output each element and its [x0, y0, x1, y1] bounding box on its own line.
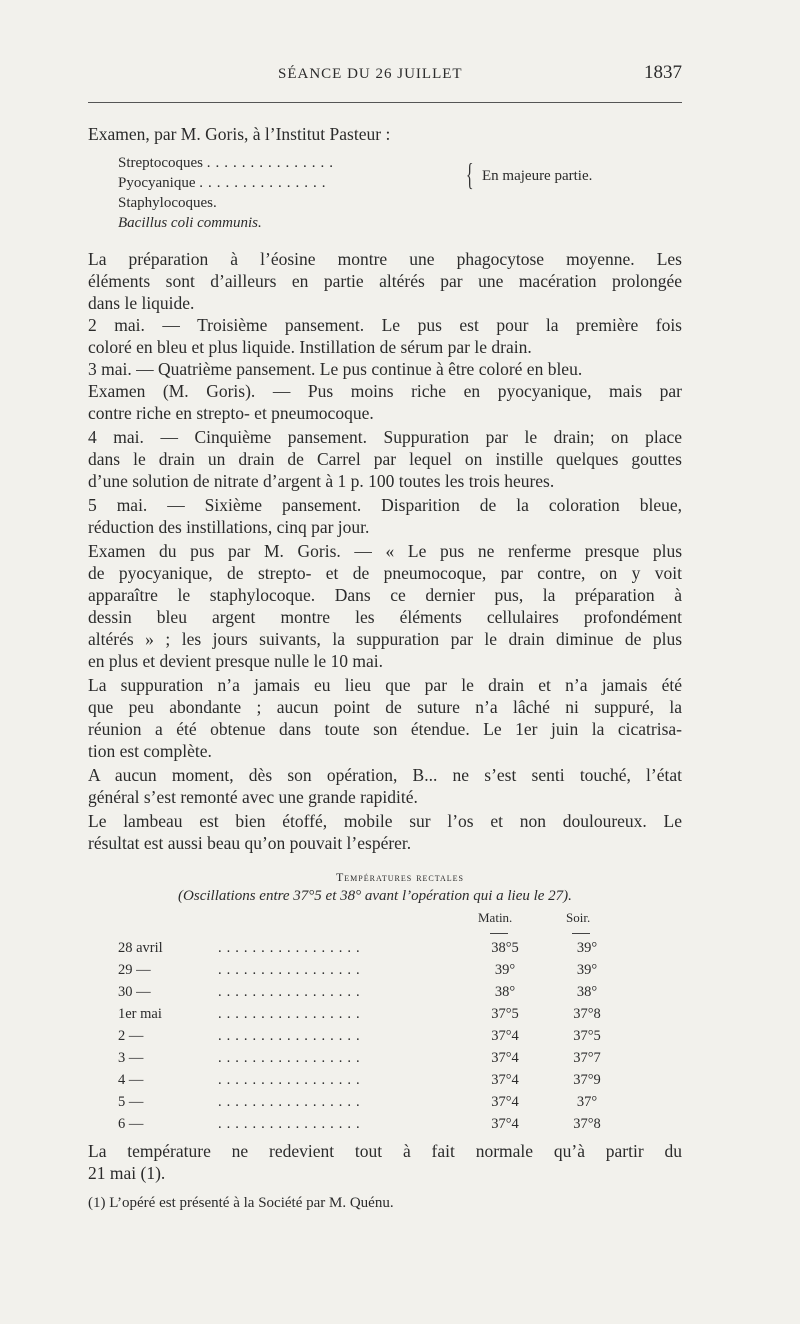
text-line: que peu abondante ; aucun point de suture n’a lâché ni suppuré, la [88, 697, 682, 717]
text-line: éléments sont d’ailleurs en partie altérés par une macération prolongée [88, 271, 682, 291]
bacteria-item: Staphylocoques. [118, 195, 217, 211]
text-line: contre riche en strepto- et pneumocoque. [88, 403, 374, 423]
text-line: 2 mai. — Troisième pansement. Le pus est pour la première fois [88, 315, 682, 335]
page-number: 1837 [644, 62, 682, 83]
table-row: 29 — ................. 39° 39° [118, 962, 598, 978]
bacteria-item: Pyocyanique ............... [118, 175, 331, 191]
table-row: 5 — ................. 37°4 37° [118, 1094, 598, 1110]
text-line: Le lambeau est bien étoffé, mobile sur l’os et non douloureux. Le [88, 811, 682, 831]
text-line: Examen (M. Goris). — Pus moins riche en pyocyanique, mais par [88, 381, 682, 401]
examen-intro: Examen, par M. Goris, à l’Institut Pasteur : [88, 124, 391, 144]
majority-note: En majeure partie. [482, 168, 593, 184]
text-line: 3 mai. — Quatrième pansement. Le pus continue à être coloré en bleu. [88, 359, 583, 379]
header-rule [88, 102, 682, 103]
table-subtitle: (Oscillations entre 37°5 et 38° avant l’opération qui a lieu le 27). [178, 888, 572, 904]
page-header [88, 62, 682, 92]
bacteria-item: Streptocoques ............... [118, 155, 338, 171]
footnote: (1) L’opéré est présenté à la Société par M. Quénu. [88, 1195, 394, 1211]
running-title: SÉANCE DU 26 JUILLET [278, 66, 463, 82]
text-line: dessin bleu argent montre les éléments cellulaires profondément [88, 607, 682, 627]
text-line: réunion a été obtenue dans toute son étendue. Le 1er juin la cicatrisa- [88, 719, 682, 739]
text-line: d’une solution de nitrate d’argent à 1 p. 100 toutes les trois heures. [88, 471, 555, 491]
text-line: 5 mai. — Sixième pansement. Disparition de la coloration bleue, [88, 495, 682, 515]
col-rule [490, 933, 508, 934]
text-line: dans le liquide. [88, 293, 195, 313]
text-line: Examen du pus par M. Goris. — « Le pus ne renferme presque plus [88, 541, 682, 561]
text-line: tion est complète. [88, 741, 212, 761]
text-line: La température ne redevient tout à fait normale qu’à partir du [88, 1141, 682, 1161]
text-line: A aucun moment, dès son opération, B... ne s’est senti touché, l’état [88, 765, 682, 785]
table-title: Températures rectales [335, 870, 465, 884]
text-line: coloré en bleu et plus liquide. Instillation de sérum par le drain. [88, 337, 532, 357]
col-header-morning: Matin. [478, 910, 513, 925]
table-row: 6 — ................. 37°4 37°8 [118, 1116, 601, 1132]
text-line: résultat est aussi beau qu’on pouvait l’espérer. [88, 833, 412, 853]
text-line: dans le drain un drain de Carrel par lequel on instille quelques gouttes [88, 449, 682, 469]
table-row: 3 — ................. 37°4 37°7 [118, 1050, 601, 1066]
col-rule [572, 933, 590, 934]
text-line: La suppuration n’a jamais eu lieu que par le drain et n’a jamais été [88, 675, 682, 695]
table-row: 28 avril ................. 38°5 39° [118, 940, 598, 956]
text-line: La préparation à l’éosine montre une phagocytose moyenne. Les [88, 249, 682, 269]
text-line: 21 mai (1). [88, 1163, 166, 1183]
table-row: 2 — ................. 37°4 37°5 [118, 1028, 601, 1044]
table-row: 1er mai ................. 37°5 37°8 [118, 1006, 601, 1022]
text-line: apparaître le staphylocoque. Dans ce dernier pus, la préparation à [88, 585, 682, 605]
table-row: 4 — ................. 37°4 37°9 [118, 1072, 601, 1088]
text-line: 4 mai. — Cinquième pansement. Suppuration par le drain; on place [88, 427, 682, 447]
text-line: réduction des instillations, cinq par jour. [88, 517, 370, 537]
text-line: en plus et devient presque nulle le 10 mai. [88, 651, 383, 671]
brace-icon: { [465, 156, 474, 192]
text-line: altérés » ; les jours suivants, la suppuration par le drain diminue de plus [88, 629, 682, 649]
bacteria-item: Bacillus coli communis. [118, 215, 262, 231]
table-row: 30 — ................. 38° 38° [118, 984, 598, 1000]
text-line: général s’est remonté avec une grande rapidité. [88, 787, 418, 807]
text-line: de pyocyanique, de strepto- et de pneumocoque, par contre, on y voit [88, 563, 682, 583]
col-header-evening: Soir. [566, 910, 591, 925]
